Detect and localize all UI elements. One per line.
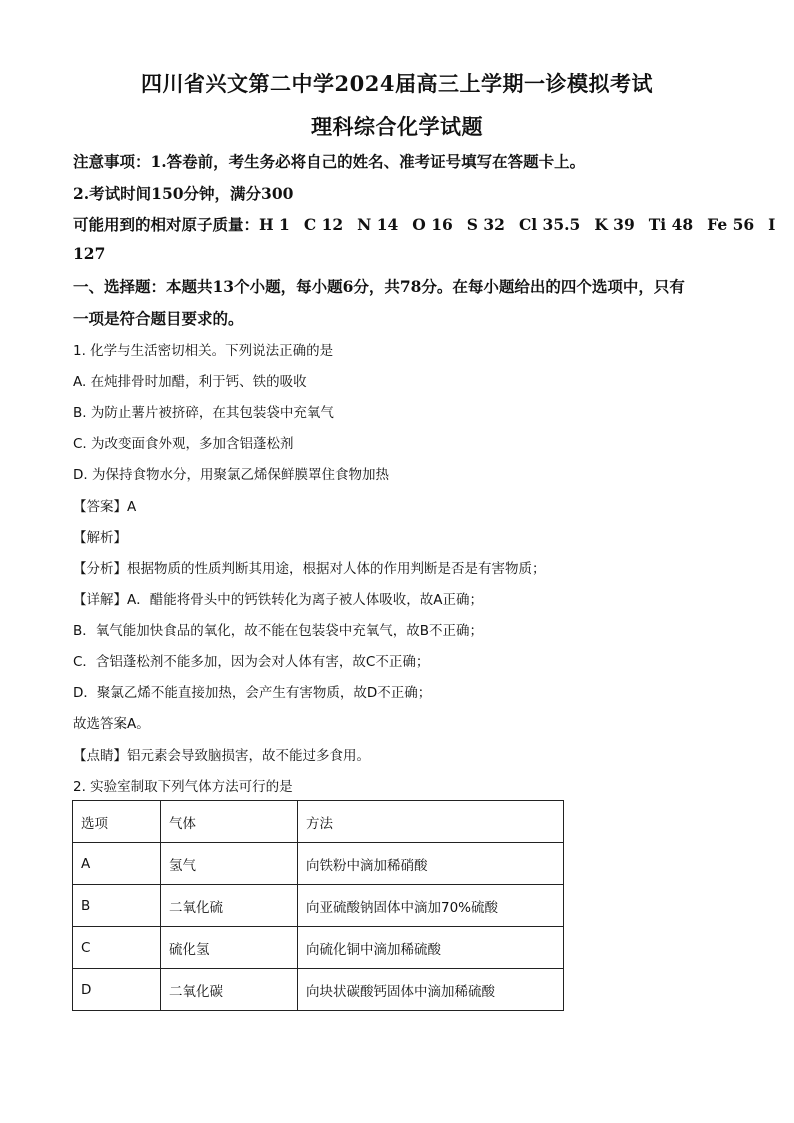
atomic-mass-wrap: 127 [73, 244, 106, 263]
table-header-row [73, 801, 564, 843]
table-cell: D [73, 969, 161, 1011]
question-1-detail-line: 故选答案A。 [73, 716, 150, 732]
table-row [73, 843, 564, 885]
table-cell: 向铁粉中滴加稀硝酸 [298, 843, 564, 885]
question-1-stem: 1. 化学与生活密切相关。下列说法正确的是 [73, 343, 334, 359]
page-title: 四川省兴文第二中学2024届高三上学期一诊模拟考试 [141, 71, 653, 96]
question-2-table [72, 800, 564, 1011]
atomic-mass-item: O 16 [412, 215, 453, 234]
atomic-mass-label: 可能用到的相对原子质量： [73, 215, 260, 234]
table-cell: 硫化氢 [161, 927, 298, 969]
question-1-detail-line: D．聚氯乙烯不能直接加热，会产生有害物质，故D不正确； [73, 685, 432, 701]
table-row [73, 927, 564, 969]
question-1-detail-line: 【详解】A．醋能将骨头中的钙铁转化为离子被人体吸收，故A正确； [73, 592, 483, 608]
question-1-option-d: D. 为保持食物水分，用聚氯乙烯保鲜膜罩住食物加热 [73, 467, 389, 483]
table-header-cell: 选项 [73, 801, 161, 843]
atomic-mass-item: S 32 [466, 215, 505, 234]
atomic-mass-item: C 12 [303, 215, 344, 234]
table-cell: 向块状碳酸钙固体中滴加稀硫酸 [298, 969, 564, 1011]
question-1-option-b: B. 为防止薯片被挤碎，在其包装袋中充氧气 [73, 405, 334, 421]
question-1-answer: 【答案】A [73, 499, 137, 515]
atomic-mass-item: Cl 35.5 [518, 215, 581, 234]
atomic-mass-line [73, 213, 789, 235]
table-cell: B [73, 885, 161, 927]
notice-line-1: 注意事项：1.答卷前，考生务必将自己的姓名、准考证号填写在答题卡上。 [73, 152, 586, 171]
section-heading-line-2: 一项是符合题目要求的。 [73, 309, 244, 328]
table-cell: C [73, 927, 161, 969]
table-row [73, 885, 564, 927]
table-row [73, 969, 564, 1011]
page-subtitle: 理科综合化学试题 [311, 114, 483, 139]
atomic-mass-item: Fe 56 [707, 215, 755, 234]
table-cell: 二氧化碳 [161, 969, 298, 1011]
question-1-detail-line: C．含铝蓬松剂不能多加，因为会对人体有害，故C不正确； [73, 654, 430, 670]
question-1-analysis-title: 【解析】 [73, 530, 127, 546]
atomic-mass-item: I [768, 215, 776, 234]
table-cell: 向亚硫酸钠固体中滴加70%硫酸 [298, 885, 564, 927]
question-1-option-c: C. 为改变面食外观，多加含铝蓬松剂 [73, 436, 294, 452]
table-header-cell: 方法 [298, 801, 564, 843]
notice-line-2: 2.考试时间150分钟，满分300 [73, 184, 294, 203]
table-cell: 向硫化铜中滴加稀硫酸 [298, 927, 564, 969]
atomic-mass-item: N 14 [357, 215, 399, 234]
table-cell: 二氧化硫 [161, 885, 298, 927]
atomic-mass-item: H 1 [259, 215, 290, 234]
table-cell: 氢气 [161, 843, 298, 885]
question-1-detail-line: B．氧气能加快食品的氧化，故不能在包装袋中充氧气，故B不正确； [73, 623, 484, 639]
table-header-cell: 气体 [161, 801, 298, 843]
question-1-option-a: A. 在炖排骨时加醋，利于钙、铁的吸收 [73, 374, 307, 390]
atomic-mass-item: Ti 48 [648, 215, 694, 234]
question-2-stem: 2. 实验室制取下列气体方法可行的是 [73, 779, 293, 795]
section-heading-line-1: 一、选择题：本题共13个小题，每小题6分，共78分。在每小题给出的四个选项中，只有 [73, 277, 685, 296]
question-1-fenxi: 【分析】根据物质的性质判断其用途，根据对人体的作用判断是否是有害物质； [73, 561, 546, 577]
atomic-mass-item: K 39 [594, 215, 635, 234]
table-cell: A [73, 843, 161, 885]
question-1-dianjing: 【点睛】铝元素会导致脑损害，故不能过多食用。 [73, 748, 370, 764]
